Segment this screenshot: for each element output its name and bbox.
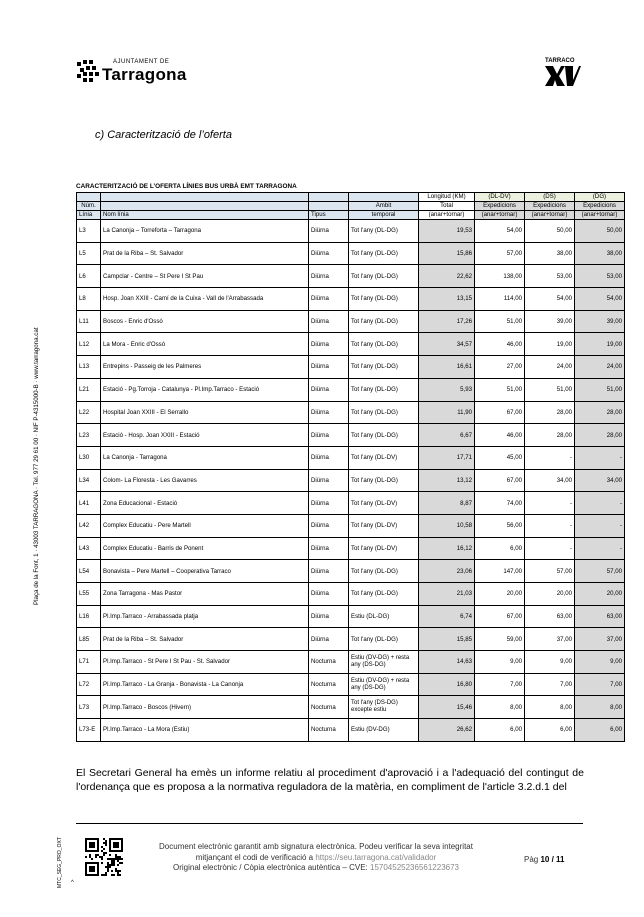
cell-tipus: Diürna	[309, 605, 349, 628]
cell-ambit: Tot l'any (DL-DG)	[349, 628, 419, 651]
header-tipus: Tipus	[309, 211, 349, 220]
cell-ambit: Tot l'any (DL-DV)	[349, 492, 419, 515]
cell-num: L34	[77, 469, 101, 492]
table-row	[77, 605, 625, 628]
cell-km: 15,46	[419, 696, 475, 719]
header-cell	[309, 202, 349, 211]
cell-ds: 7,00	[525, 673, 575, 696]
cell-tipus: Diürna	[309, 514, 349, 537]
table-body	[77, 220, 625, 742]
header-cell	[101, 193, 309, 202]
cell-ambit: Tot l'any (DL-DG)	[349, 583, 419, 606]
table-row	[77, 673, 625, 696]
cell-num: L11	[77, 310, 101, 333]
cell-km: 14,63	[419, 651, 475, 674]
cell-tipus: Diürna	[309, 446, 349, 469]
footer-line-3-prefix: Original electrònic / Còpia electrònica autèntica – CVE:	[173, 863, 370, 872]
cell-dldv: 51,00	[475, 310, 525, 333]
cell-num: L42	[77, 514, 101, 537]
cell-km: 13,15	[419, 288, 475, 311]
cell-nom: La Canonja - Tarragona	[101, 446, 309, 469]
cell-dg: 19,00	[575, 333, 625, 356]
cell-dldv: 138,00	[475, 265, 525, 288]
header-total: Total	[419, 202, 475, 211]
cell-ds: 50,00	[525, 220, 575, 243]
cell-dg: 50,00	[575, 220, 625, 243]
cell-tipus: Diürna	[309, 310, 349, 333]
cell-num: L54	[77, 560, 101, 583]
cell-num: L6	[77, 265, 101, 288]
cell-dldv: 114,00	[475, 288, 525, 311]
cell-km: 16,12	[419, 537, 475, 560]
cell-km: 6,67	[419, 424, 475, 447]
cell-ambit: Estiu (DV-DG) + resta any (DS-DG)	[349, 673, 419, 696]
cell-dg: -	[575, 537, 625, 560]
cell-km: 23,06	[419, 560, 475, 583]
cell-tipus: Diürna	[309, 424, 349, 447]
cell-dldv: 74,00	[475, 492, 525, 515]
table-row	[77, 628, 625, 651]
table-row	[77, 492, 625, 515]
cell-dldv: 147,00	[475, 560, 525, 583]
table-row	[77, 288, 625, 311]
cell-nom: Pl.Imp.Tarraco - La Mora (Estiu)	[101, 719, 309, 742]
table-row	[77, 514, 625, 537]
header-row-groups	[77, 193, 625, 202]
cell-num: L5	[77, 242, 101, 265]
cell-num: L73	[77, 696, 101, 719]
page-number	[524, 855, 565, 864]
cell-ambit: Estiu (DL-DG)	[349, 605, 419, 628]
header-cell	[309, 193, 349, 202]
table-row	[77, 220, 625, 243]
table-title: CARACTERITZACIÓ DE L’OFERTA LÍNIES BUS URBÀ EMT TARRAGONA	[76, 183, 297, 190]
cell-dg: 51,00	[575, 378, 625, 401]
logo-title: Tarragona	[102, 65, 187, 84]
header-anar-tornar: (anar+tornar)	[475, 211, 525, 220]
tarraco-xv-icon	[545, 66, 581, 86]
cell-dg: 34,00	[575, 469, 625, 492]
cell-nom: Zona Educacional - Estació	[101, 492, 309, 515]
cell-ds: 8,00	[525, 696, 575, 719]
cell-ds: -	[525, 514, 575, 537]
cell-dg: 54,00	[575, 288, 625, 311]
cell-nom: La Canonja – Torreforta – Tarragona	[101, 220, 309, 243]
table-row	[77, 401, 625, 424]
table-row	[77, 333, 625, 356]
cell-ambit: Tot l'any (DL-DG)	[349, 220, 419, 243]
cell-ds: 54,00	[525, 288, 575, 311]
cell-ambit: Tot l'any (DL-DV)	[349, 446, 419, 469]
cell-tipus: Diürna	[309, 220, 349, 243]
table-row	[77, 719, 625, 742]
table-row	[77, 651, 625, 674]
cell-dg: 37,00	[575, 628, 625, 651]
cell-ds: 51,00	[525, 378, 575, 401]
footer-line-2-prefix: mitjançant el codi de verificació a	[195, 852, 316, 862]
cell-nom: Hospital Joan XXIII - El Serrallo	[101, 401, 309, 424]
footer-text	[140, 842, 492, 874]
cell-dg: 24,00	[575, 356, 625, 379]
cell-dg: 28,00	[575, 401, 625, 424]
header-dldv: (DL-DV)	[475, 193, 525, 202]
cell-km: 21,03	[419, 583, 475, 606]
cell-dldv: 20,00	[475, 583, 525, 606]
cell-ds: 63,00	[525, 605, 575, 628]
logo-subtitle: AJUNTAMENT DE	[113, 59, 170, 65]
cell-tipus: Diürna	[309, 537, 349, 560]
cell-dldv: 45,00	[475, 446, 525, 469]
cell-nom: Entrepins - Passeig de les Palmeres	[101, 356, 309, 379]
cell-dg: -	[575, 446, 625, 469]
cell-km: 26,62	[419, 719, 475, 742]
side-address-text: Plaça de la Font, 1 · 43003 TARRAGONA · Tel. 977 29 61 00 · NIF P-4315000-B · www.tarragona.cat	[33, 327, 40, 605]
header-row-bottom	[77, 211, 625, 220]
cell-ds: 57,00	[525, 560, 575, 583]
table-row	[77, 560, 625, 583]
cell-km: 15,85	[419, 628, 475, 651]
cell-tipus: Diürna	[309, 242, 349, 265]
footer-line-1: Document electrònic garantit amb signatura electrònica. Podeu verificar la seva integritat	[159, 842, 473, 851]
header-expedicions: Expedicions	[525, 202, 575, 211]
footer-divider	[76, 823, 583, 824]
cell-ambit: Tot l'any (DL-DG)	[349, 288, 419, 311]
cell-dg: 20,00	[575, 583, 625, 606]
header-row-top	[77, 202, 625, 211]
table-row	[77, 446, 625, 469]
cell-dg: 6,00	[575, 719, 625, 742]
qr-code-icon	[85, 838, 123, 876]
cell-num: L12	[77, 333, 101, 356]
table-row	[77, 424, 625, 447]
cell-num: L71	[77, 651, 101, 674]
side-code	[57, 830, 67, 890]
header-anar-tornar: (anar+tornar)	[575, 211, 625, 220]
cell-num: L16	[77, 605, 101, 628]
tarraco-logo	[545, 58, 585, 88]
tarragona-emblem-icon	[77, 60, 99, 82]
cell-km: 5,93	[419, 378, 475, 401]
cell-num: L22	[77, 401, 101, 424]
cell-km: 13,12	[419, 469, 475, 492]
header-num-top: Núm.	[77, 202, 101, 211]
cell-dldv: 7,00	[475, 673, 525, 696]
cell-num: L30	[77, 446, 101, 469]
cell-ds: 39,00	[525, 310, 575, 333]
header-num-bottom: Línia	[77, 211, 101, 220]
tarraco-logo-text: TARRACO	[545, 58, 575, 64]
header-dg: (DG)	[575, 193, 625, 202]
cell-num: L3	[77, 220, 101, 243]
cell-num: L23	[77, 424, 101, 447]
cell-num: L55	[77, 583, 101, 606]
cell-nom: Prat de la Riba – St. Salvador	[101, 242, 309, 265]
cell-ds: 20,00	[525, 583, 575, 606]
cell-dldv: 6,00	[475, 719, 525, 742]
cell-dldv: 54,00	[475, 220, 525, 243]
cell-dg: 53,00	[575, 265, 625, 288]
cell-tipus: Diürna	[309, 356, 349, 379]
cell-dldv: 46,00	[475, 424, 525, 447]
cell-tipus: Nocturna	[309, 719, 349, 742]
cell-ds: 24,00	[525, 356, 575, 379]
cell-km: 19,53	[419, 220, 475, 243]
cell-tipus: Diürna	[309, 265, 349, 288]
page-value: 10 / 11	[540, 855, 565, 864]
cell-ds: 9,00	[525, 651, 575, 674]
cell-dldv: 56,00	[475, 514, 525, 537]
cell-ds: 37,00	[525, 628, 575, 651]
cell-ambit: Tot l'any (DL-DG)	[349, 401, 419, 424]
table-row	[77, 310, 625, 333]
table-row	[77, 583, 625, 606]
page-prefix: Pàg	[524, 855, 541, 864]
cell-nom: Pl.Imp.Tarraco - Boscos (Hivern)	[101, 696, 309, 719]
cell-nom: Campclar - Centre – St Pere I St Pau	[101, 265, 309, 288]
cell-tipus: Nocturna	[309, 673, 349, 696]
cell-dldv: 27,00	[475, 356, 525, 379]
cell-nom: Bonavista – Pere Martell – Cooperativa Tarraco	[101, 560, 309, 583]
cell-num: L21	[77, 378, 101, 401]
cell-dldv: 57,00	[475, 242, 525, 265]
cell-dg: 38,00	[575, 242, 625, 265]
table-row	[77, 537, 625, 560]
table-row	[77, 378, 625, 401]
table-row	[77, 469, 625, 492]
cell-tipus: Diürna	[309, 583, 349, 606]
cell-ambit: Tot l'any (DL-DG)	[349, 378, 419, 401]
cell-km: 10,58	[419, 514, 475, 537]
cell-dg: 8,00	[575, 696, 625, 719]
footer-line-3	[140, 863, 492, 874]
oferta-table	[76, 192, 625, 742]
cell-nom: Pl.Imp.Tarraco - La Granja - Bonavista - La Canonja	[101, 673, 309, 696]
cell-num: L41	[77, 492, 101, 515]
cell-km: 11,90	[419, 401, 475, 424]
cell-dldv: 51,00	[475, 378, 525, 401]
header-anar-tornar: (anar+tornar)	[419, 211, 475, 220]
cell-ds: -	[525, 537, 575, 560]
cell-tipus: Diürna	[309, 628, 349, 651]
cell-dldv: 9,00	[475, 651, 525, 674]
cell-tipus: Diürna	[309, 333, 349, 356]
cell-ds: 38,00	[525, 242, 575, 265]
cell-ambit: Tot l'any (DL-DG)	[349, 560, 419, 583]
cell-nom: Complex Educatiu - Pere Martell	[101, 514, 309, 537]
cell-ambit: Estiu (DV-DG) + resta any (DS-DG)	[349, 651, 419, 674]
header-ambit-bottom: temporal	[349, 211, 419, 220]
header-cell	[349, 193, 419, 202]
cell-nom: Pl.Imp.Tarraco - St Pere I St Pau - St. Salvador	[101, 651, 309, 674]
cell-ambit: Tot l'any (DL-DG)	[349, 333, 419, 356]
cell-nom: Hosp. Joan XXIII - Camí de la Cuixa - Vall de l'Arrabassada	[101, 288, 309, 311]
cell-dldv: 8,00	[475, 696, 525, 719]
cell-dg: 9,00	[575, 651, 625, 674]
side-code-text: MTC_SEG_PRO_OXT	[57, 837, 63, 888]
cell-ds: -	[525, 446, 575, 469]
cell-km: 16,80	[419, 673, 475, 696]
cell-dldv: 59,00	[475, 628, 525, 651]
cell-num: L8	[77, 288, 101, 311]
cve-code: 15704525236561223673	[370, 863, 459, 872]
cell-dg: 7,00	[575, 673, 625, 696]
cell-nom: Colom- La Floresta - Les Gavarres	[101, 469, 309, 492]
cell-dg: 39,00	[575, 310, 625, 333]
cell-km: 17,26	[419, 310, 475, 333]
cell-ds: 28,00	[525, 401, 575, 424]
cell-ambit: Tot l'any (DL-DG)	[349, 310, 419, 333]
cell-num: L13	[77, 356, 101, 379]
cell-ambit: Estiu (DV-DG)	[349, 719, 419, 742]
cell-dldv: 67,00	[475, 469, 525, 492]
cell-tipus: Diürna	[309, 492, 349, 515]
cell-km: 16,61	[419, 356, 475, 379]
cell-ds: 34,00	[525, 469, 575, 492]
header-longitud: Longitud (KM)	[419, 193, 475, 202]
cell-nom: Boscos - Enric d'Ossó	[101, 310, 309, 333]
table-row	[77, 265, 625, 288]
cell-dg: 63,00	[575, 605, 625, 628]
cell-ambit: Tot l'any (DL-DG)	[349, 469, 419, 492]
cell-dg: -	[575, 492, 625, 515]
cell-dg: 28,00	[575, 424, 625, 447]
cell-tipus: Diürna	[309, 469, 349, 492]
section-title: c) Caracterització de l’oferta	[95, 129, 232, 141]
cell-dldv: 46,00	[475, 333, 525, 356]
header-ambit-top: Àmbit	[349, 202, 419, 211]
cell-ambit: Tot l'any (DS-DG) excepte estiu	[349, 696, 419, 719]
footer-line-2	[140, 853, 492, 864]
cell-ds: 28,00	[525, 424, 575, 447]
header-ds: (DS)	[525, 193, 575, 202]
cell-tipus: Nocturna	[309, 651, 349, 674]
cell-ambit: Tot l'any (DL-DG)	[349, 242, 419, 265]
header-cell	[77, 193, 101, 202]
cell-num: L43	[77, 537, 101, 560]
cell-nom: Estació - Hosp. Joan XXIII - Estació	[101, 424, 309, 447]
table-row	[77, 242, 625, 265]
validator-link[interactable]: https://seu.tarragona.cat/validador	[315, 852, 437, 862]
cell-dldv: 67,00	[475, 401, 525, 424]
header-expedicions: Expedicions	[475, 202, 525, 211]
cell-ds: -	[525, 492, 575, 515]
table-row	[77, 356, 625, 379]
cell-ds: 6,00	[525, 719, 575, 742]
cell-tipus: Diürna	[309, 378, 349, 401]
body-paragraph: El Secretari General ha emès un informe relatiu al procediment d'aprovació i a l'adequació del contingut de l'ordenança que es proposa a la normativa reguladora de la matèria, en compliment de l'article 3.2.d.1 del	[76, 767, 584, 793]
header-expedicions: Expedicions	[575, 202, 625, 211]
cell-dg: -	[575, 514, 625, 537]
cell-tipus: Diürna	[309, 288, 349, 311]
cell-ds: 53,00	[525, 265, 575, 288]
cell-ambit: Tot l'any (DL-DG)	[349, 356, 419, 379]
tarragona-logo	[77, 58, 207, 86]
cell-num: L73-E	[77, 719, 101, 742]
cell-km: 8,87	[419, 492, 475, 515]
cell-tipus: Diürna	[309, 401, 349, 424]
header-nom: Nom línia	[101, 211, 309, 220]
cell-km: 34,57	[419, 333, 475, 356]
cell-ambit: Tot l'any (DL-DG)	[349, 424, 419, 447]
cell-ambit: Tot l'any (DL-DG)	[349, 265, 419, 288]
footer-arrow: ^	[71, 880, 74, 886]
cell-km: 6,74	[419, 605, 475, 628]
cell-ds: 19,00	[525, 333, 575, 356]
cell-ambit: Tot l'any (DL-DV)	[349, 514, 419, 537]
cell-ambit: Tot l'any (DL-DV)	[349, 537, 419, 560]
cell-nom: Pl.Imp.Tarraco - Arrabassada platja	[101, 605, 309, 628]
cell-nom: Prat de la Riba – St. Salvador	[101, 628, 309, 651]
cell-km: 22,62	[419, 265, 475, 288]
cell-dg: 57,00	[575, 560, 625, 583]
cell-km: 17,71	[419, 446, 475, 469]
cell-tipus: Nocturna	[309, 696, 349, 719]
cell-dldv: 6,00	[475, 537, 525, 560]
table-row	[77, 696, 625, 719]
cell-dldv: 67,00	[475, 605, 525, 628]
header-anar-tornar: (anar+tornar)	[525, 211, 575, 220]
header-cell	[101, 202, 309, 211]
cell-km: 15,86	[419, 242, 475, 265]
cell-nom: Zona Tarragona - Mas Pastor	[101, 583, 309, 606]
cell-nom: La Mora - Enric d'Ossó	[101, 333, 309, 356]
cell-nom: Estació - Pg.Torroja - Catalunya - Pl.Imp.Tarraco - Estació	[101, 378, 309, 401]
cell-tipus: Diürna	[309, 560, 349, 583]
cell-num: L72	[77, 673, 101, 696]
side-address	[33, 295, 45, 605]
cell-nom: Complex Educatiu - Barris de Ponent	[101, 537, 309, 560]
cell-num: L85	[77, 628, 101, 651]
